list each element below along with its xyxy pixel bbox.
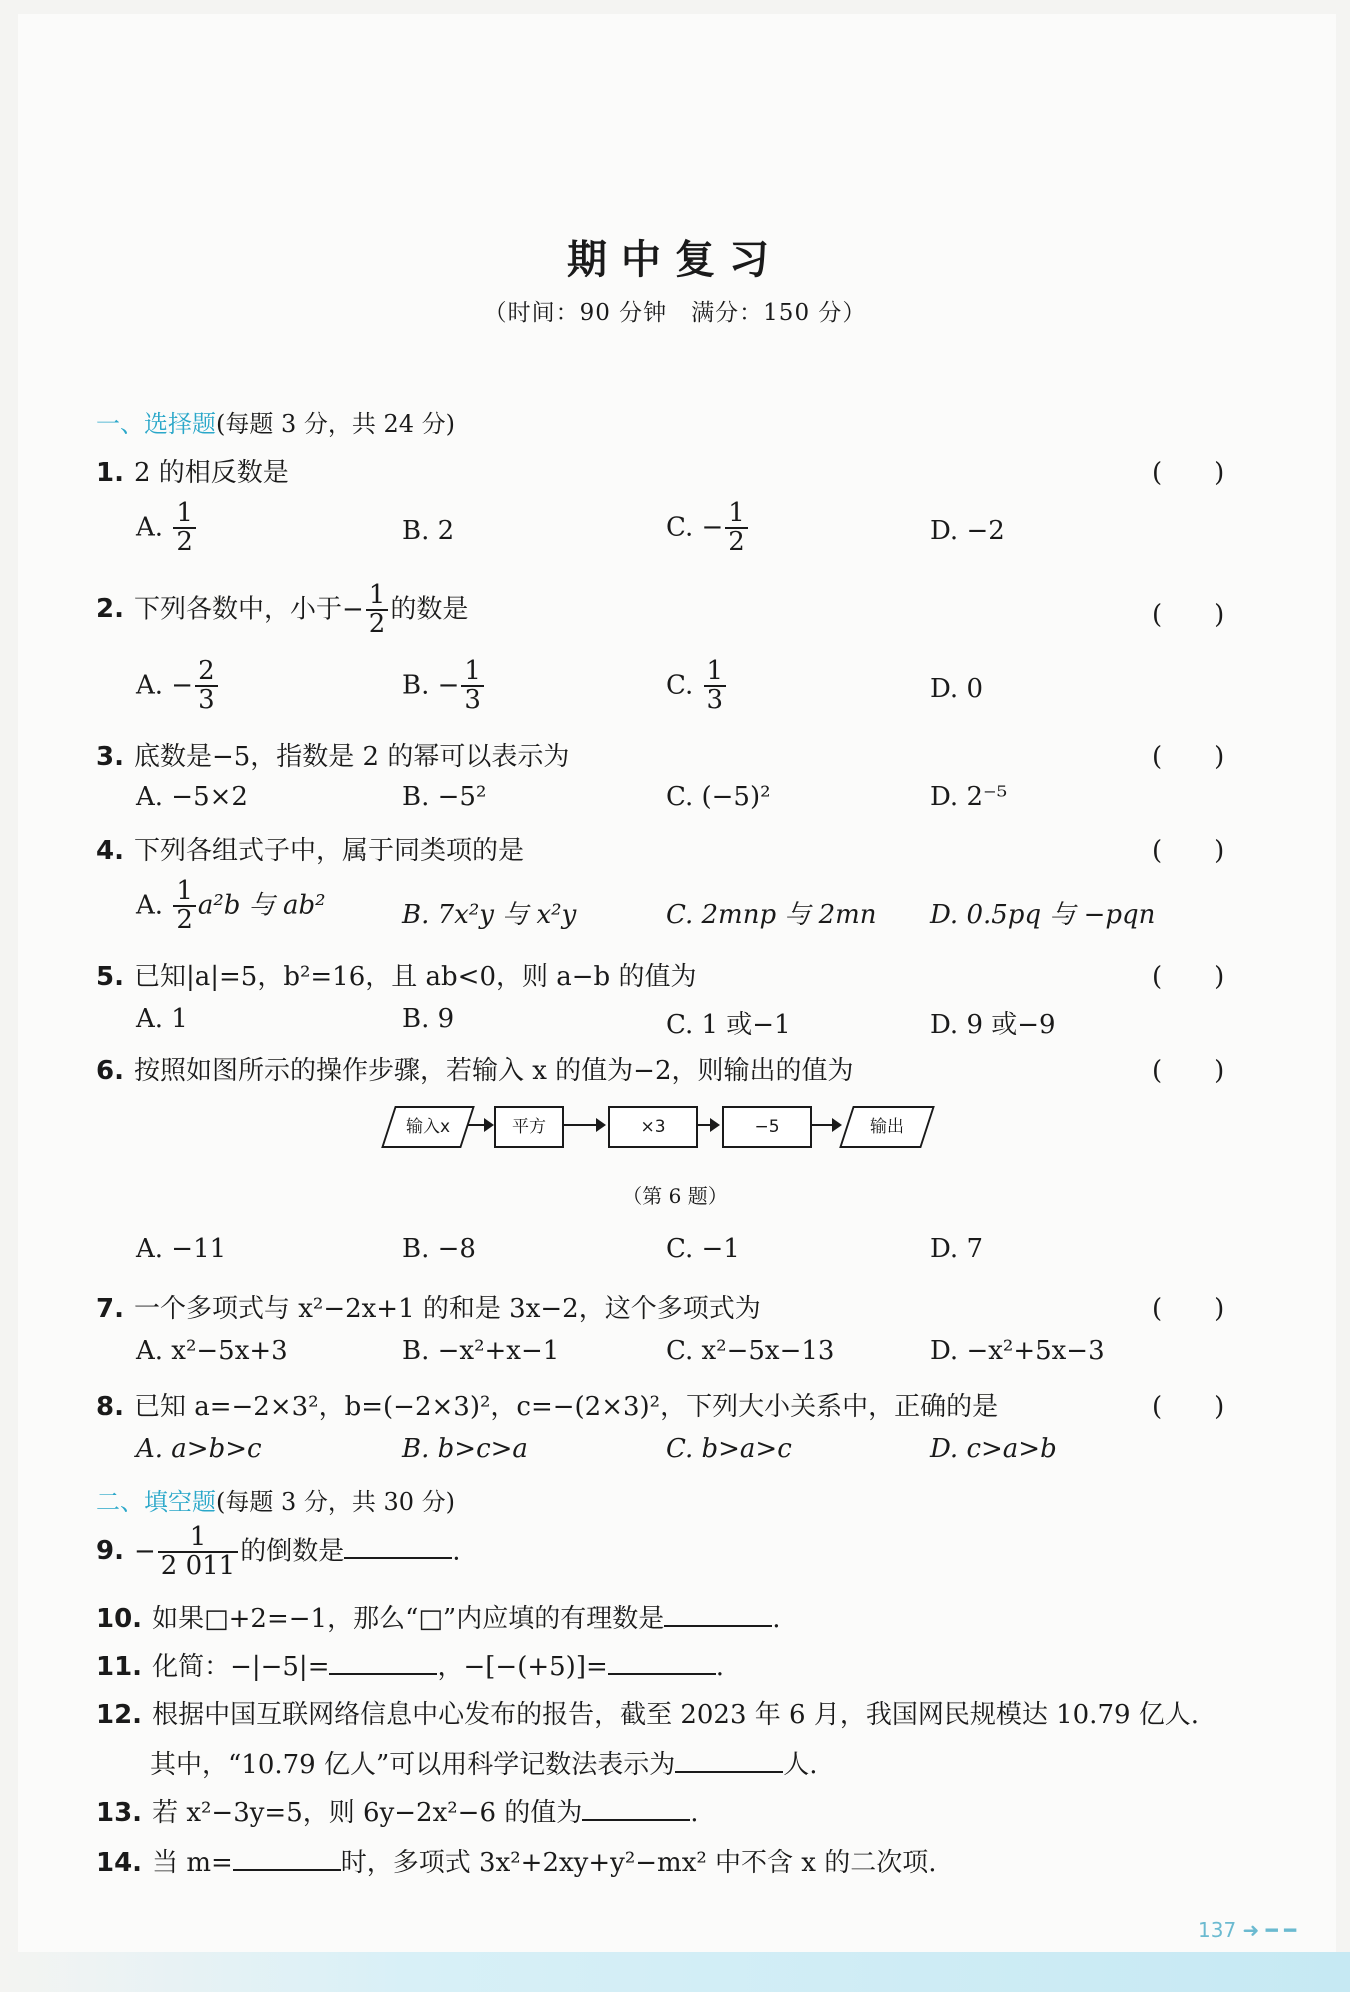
fraction	[461, 658, 484, 715]
fraction	[704, 658, 727, 715]
section-note: (每题 3 分，共 30 分)	[216, 1488, 456, 1516]
question-6	[96, 1050, 854, 1087]
question-stem: 按照如图所示的操作步骤，若输入 x 的值为−2，则输出的值为	[133, 1056, 854, 1086]
answer-bracket-4[interactable]: ( )	[1152, 836, 1225, 866]
footer-band	[0, 1952, 1350, 1992]
question-8	[96, 1386, 998, 1423]
numerator: 1	[704, 658, 727, 687]
question-stem: −	[133, 1536, 156, 1567]
option-3d[interactable]: D. 2⁻⁵	[930, 782, 1008, 812]
flowchart	[380, 1102, 960, 1148]
numerator: 1	[173, 500, 196, 529]
flow-arrow	[468, 1124, 492, 1126]
question-stem: 一个多项式与 x²−2x+1 的和是 3x−2，这个多项式为	[133, 1294, 761, 1324]
question-number: 5.	[96, 962, 124, 992]
answer-blank[interactable]	[233, 1847, 341, 1871]
option-5c[interactable]: C. 1 或−1	[666, 1010, 791, 1040]
option-label: B. −	[402, 670, 460, 701]
option-5b[interactable]: B. 9	[402, 1004, 455, 1034]
question-14	[96, 1842, 937, 1879]
option-7a[interactable]: A. x²−5x+3	[136, 1336, 288, 1366]
numerator: 1	[366, 582, 389, 611]
option-2d[interactable]: D. 0	[930, 674, 983, 704]
flow-square: 平方	[494, 1106, 564, 1148]
option-1d[interactable]: D. −2	[930, 516, 1005, 546]
question-end: .	[772, 1604, 781, 1634]
denominator: 2	[176, 905, 193, 936]
answer-blank[interactable]	[608, 1651, 716, 1675]
option-2c[interactable]	[666, 658, 728, 715]
answer-blank[interactable]	[664, 1603, 772, 1627]
answer-bracket-5[interactable]: ( )	[1152, 962, 1225, 992]
denominator: 2	[176, 527, 193, 558]
denominator: 3	[198, 685, 215, 716]
question-12-line2	[150, 1744, 818, 1781]
question-end: .	[452, 1536, 461, 1567]
option-expression: a²b 与 ab²	[197, 890, 326, 921]
fraction	[173, 500, 196, 557]
question-stem: 时，多项式 3x²+2xy+y²−mx² 中不含 x 的二次项.	[340, 1848, 937, 1878]
option-label: C. −	[666, 512, 724, 543]
question-number: 3.	[96, 742, 124, 772]
answer-blank[interactable]	[329, 1651, 437, 1675]
numerator: 1	[173, 878, 196, 907]
question-stem: 下列各数中，小于−	[133, 594, 364, 625]
answer-blank[interactable]	[675, 1749, 783, 1773]
section-heading-choice	[96, 404, 455, 439]
fraction	[725, 500, 748, 557]
question-number: 11.	[96, 1652, 143, 1682]
fraction	[158, 1524, 238, 1581]
answer-blank[interactable]	[344, 1535, 452, 1559]
option-3a[interactable]: A. −5×2	[136, 782, 248, 812]
answer-bracket-1[interactable]: ( )	[1152, 458, 1225, 488]
answer-bracket-7[interactable]: ( )	[1152, 1294, 1225, 1324]
denominator: 2	[368, 609, 386, 640]
question-stem: 当 m=	[152, 1848, 233, 1878]
option-6b[interactable]: B. −8	[402, 1234, 476, 1264]
option-4a[interactable]	[136, 878, 326, 935]
arrow-right-icon: ➜ ━ ━	[1242, 1918, 1297, 1942]
option-8c[interactable]: C. b>a>c	[666, 1434, 792, 1464]
answer-bracket-6[interactable]: ( )	[1152, 1056, 1225, 1086]
option-5d[interactable]: D. 9 或−9	[930, 1010, 1056, 1040]
section-note: (每题 3 分，共 24 分)	[216, 410, 456, 438]
denominator: 2 011	[160, 1551, 236, 1582]
section-heading-fill	[96, 1482, 455, 1517]
option-7b[interactable]: B. −x²+x−1	[402, 1336, 560, 1366]
option-6a[interactable]: A. −11	[136, 1234, 227, 1264]
denominator: 3	[464, 685, 481, 716]
question-number: 6.	[96, 1056, 124, 1086]
option-6d[interactable]: D. 7	[930, 1234, 983, 1264]
question-11	[96, 1646, 724, 1683]
question-number: 10.	[96, 1604, 143, 1634]
page-title: 期中复习	[567, 236, 783, 283]
question-9	[96, 1524, 460, 1581]
option-3c[interactable]: C. (−5)²	[666, 782, 771, 812]
question-stem: 已知 a=−2×3²，b=(−2×3)²，c=−(2×3)²，下列大小关系中，正确的是	[133, 1392, 999, 1422]
question-number: 14.	[96, 1848, 143, 1878]
question-number: 13.	[96, 1798, 143, 1828]
option-4b[interactable]: B. 7x²y 与 x²y	[402, 900, 577, 930]
option-8a[interactable]: A. a>b>c	[136, 1434, 262, 1464]
section-label: 二、填空题	[96, 1488, 216, 1516]
option-2b[interactable]	[402, 658, 486, 715]
question-stem: 根据中国互联网络信息中心发布的报告，截至 2023 年 6 月，我国网民规模达 10.79 亿人.	[152, 1700, 1200, 1730]
flow-output: 输出	[839, 1106, 935, 1148]
question-5	[96, 956, 696, 993]
question-stem: 下列各组式子中，属于同类项的是	[133, 836, 524, 866]
flow-input: 输入x	[381, 1106, 475, 1148]
option-7c[interactable]: C. x²−5x−13	[666, 1336, 835, 1366]
question-1	[96, 452, 289, 489]
numerator: 1	[461, 658, 484, 687]
question-stem: 已知|a|=5，b²=16，且 ab<0，则 a−b 的值为	[133, 962, 697, 992]
answer-bracket-8[interactable]: ( )	[1152, 1392, 1225, 1422]
option-2a[interactable]	[136, 658, 220, 715]
question-stem: 的倒数是	[240, 1536, 345, 1567]
section-label: 一、选择题	[96, 410, 216, 438]
option-5a[interactable]: A. 1	[136, 1004, 188, 1034]
question-number: 7.	[96, 1294, 124, 1324]
option-7d[interactable]: D. −x²+5x−3	[930, 1336, 1105, 1366]
question-number: 8.	[96, 1392, 124, 1422]
question-stem: ，−[−(+5)]=	[437, 1652, 608, 1682]
option-4d[interactable]: D. 0.5pq 与 −pqn	[930, 900, 1156, 930]
option-8b[interactable]: B. b>c>a	[402, 1434, 528, 1464]
question-number: 12.	[96, 1700, 143, 1730]
question-4	[96, 830, 524, 867]
question-3	[96, 736, 569, 773]
flow-times3: ×3	[608, 1106, 698, 1148]
flow-arrow	[564, 1124, 604, 1126]
flow-minus5: −5	[722, 1106, 812, 1148]
page-subtitle: （时间：90 分钟 满分：150 分）	[483, 300, 867, 326]
question-number: 2.	[96, 594, 124, 625]
question-stem: 若 x²−3y=5，则 6y−2x²−6 的值为	[152, 1798, 583, 1828]
question-10	[96, 1598, 780, 1635]
option-1b[interactable]: B. 2	[402, 516, 455, 546]
numerator: 1	[158, 1524, 238, 1553]
option-4c[interactable]: C. 2mnp 与 2mn	[666, 900, 877, 930]
page-number: 137 ➜ ━ ━	[1198, 1918, 1297, 1942]
question-stem: 2 的相反数是	[133, 458, 289, 488]
option-1a[interactable]	[136, 500, 198, 557]
option-label: A.	[136, 512, 164, 543]
question-end: .	[690, 1798, 699, 1828]
question-end: 人.	[783, 1750, 818, 1780]
denominator: 2	[728, 527, 745, 558]
numerator: 1	[725, 500, 748, 529]
option-8d[interactable]: D. c>a>b	[930, 1434, 1057, 1464]
answer-blank[interactable]	[582, 1797, 690, 1821]
question-stem: 如果□+2=−1，那么“□”内应填的有理数是	[152, 1604, 665, 1634]
question-2	[96, 582, 468, 639]
question-stem: 其中，“10.79 亿人”可以用科学记数法表示为	[150, 1750, 676, 1780]
option-label: A. −	[136, 670, 194, 701]
flow-arrow	[698, 1124, 718, 1126]
question-12	[96, 1694, 1199, 1731]
option-label: A.	[136, 890, 164, 921]
flow-arrow	[812, 1124, 840, 1126]
figure-caption: （第 6 题）	[622, 1184, 728, 1208]
option-6c[interactable]: C. −1	[666, 1234, 740, 1264]
question-number: 9.	[96, 1536, 124, 1567]
question-end: .	[715, 1652, 725, 1682]
question-7	[96, 1288, 761, 1325]
question-stem: 的数是	[390, 594, 469, 625]
question-number: 4.	[96, 836, 124, 866]
question-stem: 底数是−5，指数是 2 的幂可以表示为	[133, 742, 570, 772]
option-label: C.	[666, 670, 694, 701]
option-1c[interactable]	[666, 500, 750, 557]
question-number: 1.	[96, 458, 124, 488]
answer-bracket-3[interactable]: ( )	[1152, 742, 1225, 772]
fraction	[195, 658, 218, 715]
numerator: 2	[195, 658, 218, 687]
fraction	[366, 582, 389, 639]
answer-bracket-2[interactable]: ( )	[1152, 600, 1225, 630]
option-3b[interactable]: B. −5²	[402, 782, 487, 812]
denominator: 3	[706, 685, 724, 716]
question-stem: 化简：−|−5|=	[152, 1652, 330, 1682]
fraction	[173, 878, 196, 935]
question-13	[96, 1792, 699, 1829]
